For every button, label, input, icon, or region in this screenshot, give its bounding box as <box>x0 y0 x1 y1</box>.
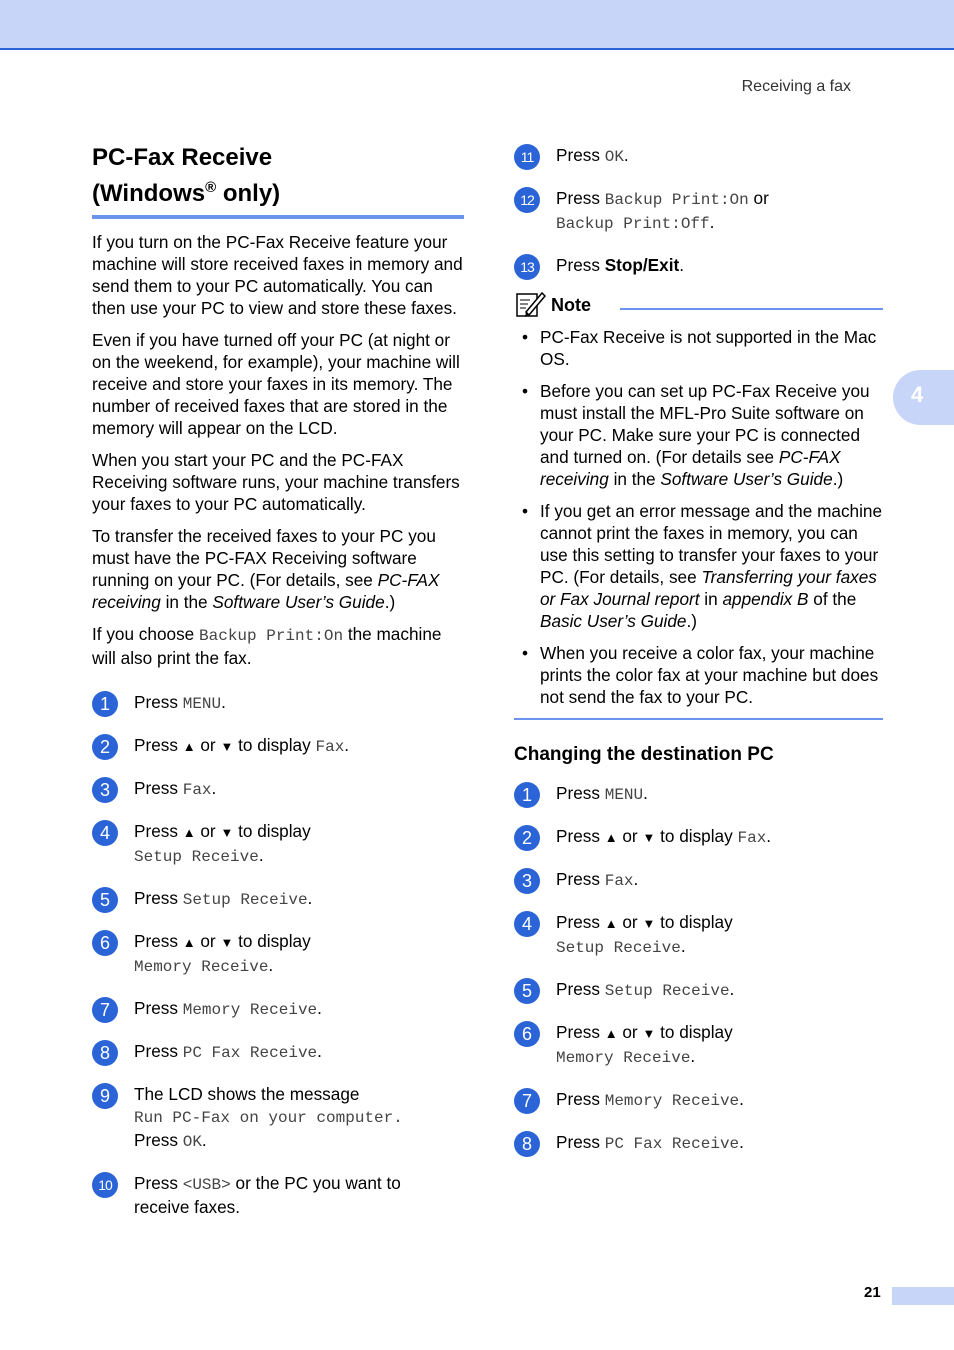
paragraph: If you turn on the PC-Fax Receive feature your machine will store received faxes in memory and send them to your PC automatically. You can then use your PC to view and store these faxes. <box>92 232 463 318</box>
title-line-2-end: only) <box>216 180 281 207</box>
step-1: 1 Press MENU. <box>92 691 464 715</box>
step-6: 6 Press ▲ or ▼ to display Memory Receive. <box>514 1021 886 1069</box>
step-number-icon: 11 <box>514 144 540 170</box>
step-4: 4 Press ▲ or ▼ to display Setup Receive. <box>514 911 886 959</box>
up-arrow-icon: ▲ <box>182 825 196 840</box>
title-line-1: PC-Fax Receive <box>92 144 273 171</box>
step-number-icon: 1 <box>514 782 540 808</box>
left-column <box>92 143 464 1218</box>
step-number-icon: 2 <box>514 825 540 851</box>
step-2: 2 Press ▲ or ▼ to display Fax. <box>92 734 464 758</box>
up-arrow-icon: ▲ <box>182 739 196 754</box>
step-number-icon: 3 <box>514 868 540 894</box>
up-arrow-icon: ▲ <box>604 1026 618 1041</box>
up-arrow-icon: ▲ <box>604 830 618 845</box>
title-rule <box>92 215 464 219</box>
step-number-icon: 8 <box>514 1131 540 1157</box>
step-number-icon: 2 <box>92 734 118 760</box>
step-2: 2 Press ▲ or ▼ to display Fax. <box>514 825 886 849</box>
paragraph: When you start your PC and the PC-FAX Receiving software runs, your machine transfers your faxes to your PC automatically. <box>92 450 460 514</box>
step-10: 10 Press <USB> or the PC you want to receive faxes. <box>92 1172 464 1218</box>
step-number-icon: 4 <box>514 911 540 937</box>
step-number-icon: 8 <box>92 1040 118 1066</box>
subheading: Changing the destination PC <box>514 744 774 765</box>
chapter-tab <box>893 370 954 425</box>
right-column <box>514 140 886 1155</box>
step-13: 13 Press Stop/Exit. <box>514 254 886 276</box>
step-3: 3 Press Fax. <box>92 777 464 801</box>
step-12: 12 Press Backup Print:On or Backup Print:Off. <box>514 187 886 235</box>
page-number: 21 <box>864 1284 881 1301</box>
note-item: • PC-Fax Receive is not supported in the Mac OS. <box>514 326 886 370</box>
note-item: • Before you can set up PC-Fax Receive you must install the MFL-Pro Suite software on your PC. Make sure your PC is connected and turned on. (For details see PC-FAX receiving in the Software User’s Guide.) <box>514 380 886 490</box>
step-7: 7 Press Memory Receive. <box>514 1088 886 1112</box>
running-head: Receiving a fax <box>741 78 851 95</box>
title-line-2: (Windows <box>92 180 206 207</box>
step-number-icon: 7 <box>92 997 118 1023</box>
step-1: 1 Press MENU. <box>514 782 886 806</box>
step-8: 8 Press PC Fax Receive. <box>92 1040 464 1064</box>
note-item: • When you receive a color fax, your machine prints the color fax at your machine but does not send the fax to your PC. <box>514 642 886 708</box>
step-3: 3 Press Fax. <box>514 868 886 892</box>
chapter-number: 4 <box>911 382 924 407</box>
step-6: 6 Press ▲ or ▼ to display Memory Receive. <box>92 930 464 978</box>
step-number-icon: 3 <box>92 777 118 803</box>
paragraph: To transfer the received faxes to your PC you must have the PC-FAX Receiving software running on your PC. (For details, see PC-FAX receiving in the Software User’s Guide.) <box>92 526 440 612</box>
note-list <box>514 326 886 708</box>
note-rule <box>620 308 883 310</box>
paragraph: If you choose Backup Print:On the machine will also print the fax. <box>92 624 442 668</box>
step-5: 5 Press Setup Receive. <box>514 978 886 1002</box>
section-title <box>92 143 464 209</box>
step-number-icon: 5 <box>514 978 540 1004</box>
up-arrow-icon: ▲ <box>604 916 618 931</box>
note-label: Note <box>551 295 591 315</box>
down-arrow-icon: ▼ <box>642 830 656 845</box>
registered-mark: ® <box>205 179 217 196</box>
down-arrow-icon: ▼ <box>220 739 234 754</box>
step-number-icon: 10 <box>92 1172 118 1198</box>
step-4: 4 Press ▲ or ▼ to display Setup Receive. <box>92 820 464 868</box>
note-item: • If you get an error message and the machine cannot print the faxes in memory, you can use this setting to transfer your faxes to your PC. (For details, see Transferring your faxes or Fax Journal report in appendix B of the Basic User’s Guide.) <box>514 500 886 632</box>
step-number-icon: 12 <box>514 187 540 213</box>
note-rule-bottom <box>514 718 883 720</box>
step-8: 8 Press PC Fax Receive. <box>514 1131 886 1155</box>
step-number-icon: 6 <box>92 930 118 956</box>
step-number-icon: 13 <box>514 254 540 280</box>
down-arrow-icon: ▼ <box>220 935 234 950</box>
step-number-icon: 1 <box>92 691 118 717</box>
note-pencil-icon <box>516 290 546 318</box>
step-7: 7 Press Memory Receive. <box>92 997 464 1021</box>
paragraph: Even if you have turned off your PC (at night or on the weekend, for example), your machine will receive and store your faxes in its memory. The number of received faxes that are stored in the memory will appear on the LCD. <box>92 330 460 438</box>
step-11: 11 Press OK. <box>514 144 886 168</box>
step-number-icon: 7 <box>514 1088 540 1114</box>
top-color-band <box>0 0 954 50</box>
down-arrow-icon: ▼ <box>642 916 656 931</box>
note-header <box>514 290 886 320</box>
step-number-icon: 6 <box>514 1021 540 1047</box>
step-number-icon: 5 <box>92 887 118 913</box>
page-number-band <box>892 1287 954 1305</box>
down-arrow-icon: ▼ <box>220 825 234 840</box>
up-arrow-icon: ▲ <box>182 935 196 950</box>
step-number-icon: 4 <box>92 820 118 846</box>
step-5: 5 Press Setup Receive. <box>92 887 464 911</box>
step-number-icon: 9 <box>92 1083 118 1109</box>
down-arrow-icon: ▼ <box>642 1026 656 1041</box>
step-9: 9 The LCD shows the message Run PC-Fax on your computer. Press OK. <box>92 1083 464 1153</box>
